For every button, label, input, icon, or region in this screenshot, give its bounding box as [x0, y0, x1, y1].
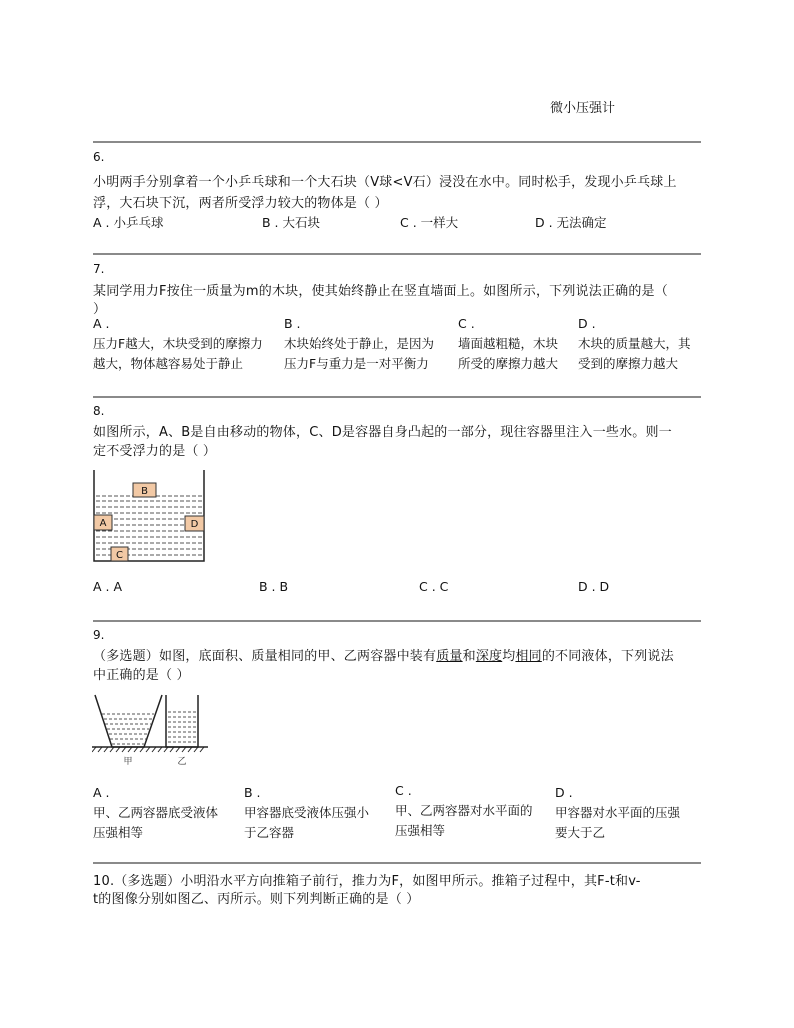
option-letter: A .	[93, 785, 110, 800]
question-6-option-b[interactable]: B . 大石块	[262, 215, 320, 230]
label-yi: 乙	[177, 757, 187, 767]
option-letter: A .	[93, 316, 110, 331]
option-text-line1: 墙面越粗糙，木块	[458, 336, 559, 351]
underlined-term-same: 相同	[515, 649, 542, 664]
question-7-option-b[interactable]	[284, 314, 434, 374]
label-jia: 甲	[123, 757, 133, 767]
block-b-label: B	[141, 486, 148, 497]
question-9-number: 9.	[93, 628, 105, 642]
option-text-line1: 甲、乙两容器底受液体	[93, 805, 219, 820]
question-8-text-line1: 如图所示，A、B是自由移动的物体，C、D是容器自身凸起的一部分，现往容器里注入一些水。则一	[93, 425, 672, 440]
option-text-line1: 甲容器对水平面的压强	[555, 805, 681, 820]
text-segment: 的不同液体，下列说法	[541, 649, 674, 664]
question-6-option-d[interactable]: D . 无法确定	[535, 215, 607, 230]
question-10-text-line1: 10.（多选题）小明沿水平方向推箱子前行，推力为F，如图甲所示。推箱子过程中，其F-t和v-	[93, 874, 641, 889]
option-text-line2: 所受的摩擦力越大	[458, 356, 559, 371]
question-7-number: 7.	[93, 262, 105, 276]
question-7-option-d[interactable]	[578, 314, 691, 374]
question-9-option-c[interactable]	[395, 781, 533, 841]
block-a-label: A	[99, 518, 107, 529]
page-header-title: 微小压强计	[550, 101, 616, 116]
question-9-text-line2: 中正确的是（ ）	[93, 668, 190, 683]
question-8-option-a[interactable]: A . A	[93, 579, 123, 594]
question-9-option-d[interactable]	[555, 783, 680, 843]
option-letter: B .	[284, 316, 301, 331]
divider	[93, 253, 701, 255]
question-6-option-a[interactable]: A . 小乒乓球	[93, 215, 164, 230]
option-text-line2: 越大，物体越容易处于静止	[93, 356, 244, 371]
question-9-option-a[interactable]	[93, 783, 218, 843]
divider	[93, 396, 701, 398]
option-letter: C .	[395, 783, 412, 798]
option-text-line1: 木块始终处于静止，是因为	[284, 336, 435, 351]
option-text-line2: 压强相等	[93, 825, 144, 840]
question-7-option-c[interactable]	[458, 314, 558, 374]
option-text-line1: 木块的质量越大，其	[578, 336, 691, 351]
option-letter: D .	[555, 785, 573, 800]
question-7-text-line1: 某同学用力F按住一质量为m的木块，使其始终静止在竖直墙面上。如图所示，下列说法正确的是（	[93, 284, 668, 299]
option-text-line1: 压力F越大，木块受到的摩擦力	[93, 336, 263, 351]
question-8-option-c[interactable]: C . C	[419, 579, 449, 594]
option-letter: B .	[244, 785, 261, 800]
question-9-containers-figure	[92, 690, 208, 768]
question-8-number: 8.	[93, 404, 105, 418]
option-text-line2: 于乙容器	[244, 825, 295, 840]
divider	[93, 862, 701, 864]
question-7-option-a[interactable]	[93, 314, 263, 374]
question-9-text-line1	[93, 645, 674, 664]
option-text-line2: 压强相等	[395, 823, 446, 838]
underlined-term-depth: 深度	[475, 649, 503, 664]
option-letter: D .	[578, 316, 596, 331]
container-yi-walls	[166, 695, 198, 747]
question-6-option-c[interactable]: C . 一样大	[400, 215, 459, 230]
option-text-line2: 压力F与重力是一对平衡力	[284, 356, 429, 371]
container-jia-walls	[95, 695, 162, 747]
liquid-dashes-yi	[168, 712, 196, 742]
option-letter: C .	[458, 316, 475, 331]
question-8-option-b[interactable]: B . B	[259, 579, 289, 594]
divider	[93, 620, 701, 622]
option-text-line1: 甲、乙两容器对水平面的	[395, 803, 533, 818]
option-text-line2: 受到的摩擦力越大	[578, 356, 679, 371]
underlined-term-mass: 质量	[436, 649, 463, 664]
question-8-option-d[interactable]: D . D	[578, 579, 610, 594]
question-8-container-figure	[92, 468, 208, 564]
question-6-number: 6.	[93, 150, 105, 164]
question-10-text-line2: t的图像分别如图乙、丙所示。则下列判断正确的是（ ）	[93, 892, 420, 907]
text-segment: 和	[462, 649, 476, 664]
option-text-line1: 甲容器底受液体压强小	[244, 805, 370, 820]
question-9-option-b[interactable]	[244, 783, 369, 843]
question-7-text-line2: ）	[93, 302, 107, 317]
text-segment: 均	[502, 649, 516, 664]
option-text-line2: 要大于乙	[555, 825, 606, 840]
divider	[93, 141, 701, 143]
question-8-text-line2: 定不受浮力的是（ ）	[93, 444, 217, 459]
block-c-label: C	[116, 550, 123, 561]
question-6-text-line2: 浮，大石块下沉，两者所受浮力较大的物体是（ ）	[93, 196, 388, 211]
text-segment: （多选题）如图，底面积、质量相同的甲、乙两容器中装有	[93, 649, 437, 664]
question-6-text-line1: 小明两手分别拿着一个小乒乓球和一个大石块（V球<V石）浸没在水中。同时松手，发现小乒乓球上	[93, 175, 677, 190]
block-d-label: D	[190, 519, 199, 530]
